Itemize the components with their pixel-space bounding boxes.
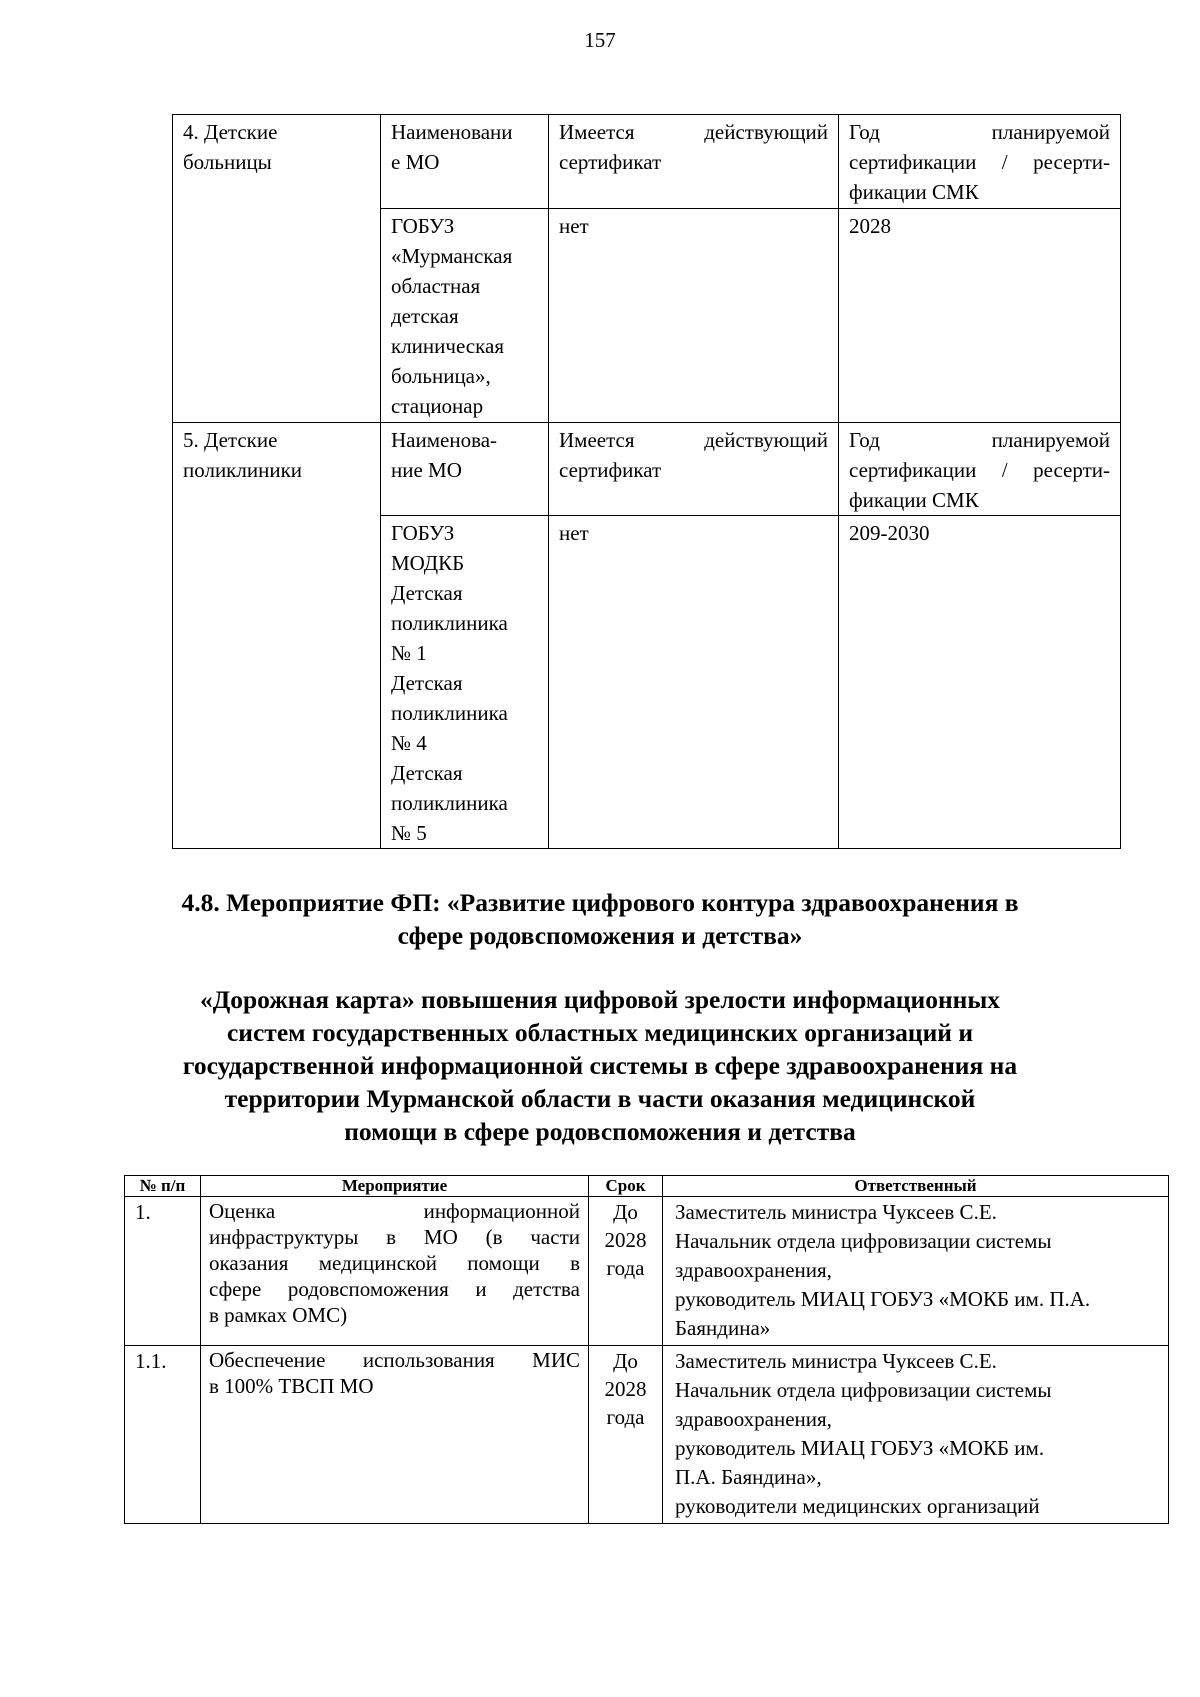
- certification-year-cell: 209-2030: [839, 516, 1121, 849]
- category-cell-hospitals: 4. Детские больницы: [173, 115, 381, 423]
- column-header-activity: Мероприятие: [201, 1176, 589, 1197]
- term-cell: До 2028 года: [589, 1346, 663, 1524]
- mo-name-cell: ГОБУЗ «Мурманская областная детская клиническая больница», стационар: [381, 208, 549, 422]
- roadmap-heading: «Дорожная карта» повышения цифровой зрелости информационных систем государственных областных медицинских организаций и государственной информационной системы в сфере здравоохранения на территории Мурманской области в части оказания медицинской помощи в сфере родовспоможения и детства: [182, 985, 1018, 1146]
- certificate-cell: нет: [549, 208, 839, 422]
- term-cell: До 2028 года: [589, 1197, 663, 1346]
- certificate-cell: нет: [549, 516, 839, 849]
- header-certificate: Имеется действующий сертификат: [549, 423, 839, 516]
- category-cell-polyclinics: 5. Детские поликлиники: [173, 423, 381, 849]
- roadmap-table: [124, 1175, 1169, 1524]
- activity-cell: Оценка информационной инфраструктуры в МО (в части оказания медицинской помощи в сфере родовспоможения и детства в рамках ОМС): [201, 1197, 589, 1346]
- section-heading: 4.8. Мероприятие ФП: «Развитие цифрового контура здравоохранения в сфере родовспоможения и детства»: [181, 888, 1019, 950]
- mo-name-cell: ГОБУЗ МОДКБ Детская поликлиника № 1 Детская поликлиника № 4 Детская поликлиника № 5: [381, 516, 549, 849]
- table-row: [173, 115, 1121, 209]
- column-header-number: № п/п: [125, 1176, 201, 1197]
- column-header-responsible: Ответственный: [663, 1176, 1169, 1197]
- page-number: 157: [584, 28, 616, 52]
- header-mo-name: Наименовани е МО: [381, 115, 549, 209]
- responsible-cell: Заместитель министра Чуксеев С.Е. Начальник отдела цифровизации системы здравоохранения, руководитель МИАЦ ГОБУЗ «МОКБ им. П.А. Баяндина»: [663, 1197, 1169, 1346]
- activity-cell: Обеспечение использования МИС в 100% ТВСП МО: [201, 1346, 589, 1524]
- header-certification-year: Год планируемой сертификации / ресерти- фикации СМК: [839, 115, 1121, 209]
- responsible-cell: Заместитель министра Чуксеев С.Е. Начальник отдела цифровизации системы здравоохранения, руководитель МИАЦ ГОБУЗ «МОКБ им. П.А. Баяндина», руководители медицинских организаций: [663, 1346, 1169, 1524]
- table-row: [125, 1197, 1169, 1346]
- header-certificate: Имеется действующий сертификат: [549, 115, 839, 209]
- column-header-term: Срок: [589, 1176, 663, 1197]
- header-mo-name: Наименова- ние МО: [381, 423, 549, 516]
- row-number: 1.: [125, 1197, 201, 1346]
- table-row: [173, 423, 1121, 516]
- certification-year-cell: 2028: [839, 208, 1121, 422]
- certification-table: [172, 114, 1121, 849]
- table-header-row: [125, 1176, 1169, 1197]
- row-number: 1.1.: [125, 1346, 201, 1524]
- table-row: [125, 1346, 1169, 1524]
- header-certification-year: Год планируемой сертификации / ресерти- фикации СМК: [839, 423, 1121, 516]
